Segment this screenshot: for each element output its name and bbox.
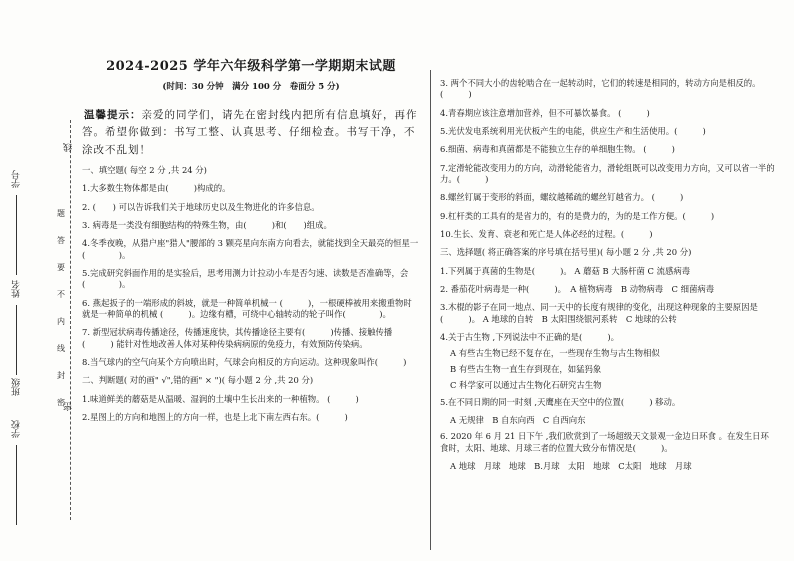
question-item: 3. 两个不同大小的齿轮啮合在一起转动时，它们的转速是相同的，转动方向是相反的。 ( ) <box>440 78 761 100</box>
question-item: 1.下列属于真菌的生物是( )。 A 蘑菇 B 大肠杆菌 C 流感病毒 <box>440 265 691 276</box>
seal-char: 线 <box>57 344 65 353</box>
seal-line-char-top: 线 <box>64 143 74 152</box>
question-item: 2. 番茄花叶病毒是一种( )。 A 植物病毒 B 动物病毒 C 细菌病毒 <box>440 284 715 295</box>
student-id-line <box>16 195 17 275</box>
question-item: 2.星图上的方向和地图上的方向一样，也是上北下南左西右东。( ) <box>82 412 348 423</box>
seal-char: 题 <box>57 209 65 218</box>
option-item: A 有些古生物已经不复存在，一些现存生物与古生物相似 <box>450 347 660 358</box>
option-item: C 科学家可以通过古生物化石研究古生物 <box>450 380 602 391</box>
class-label: 班级 <box>12 378 22 396</box>
question-item: 6. 2020 年 6 月 21 日下午 ,我们欣赏到了一场超级天文景观一金边日环食 。在发生日环食时，太阳、地球、月球三者的位置大致分布情况是( )。 <box>440 431 769 453</box>
option-item: A 地球 月球 地球 B.月球 太阳 地球 C太阳 地球 月球 <box>450 460 692 471</box>
question-item: 5.光伏发电系统利用光伏板产生的电能，供应生产和生活使用。( ) <box>440 126 706 137</box>
seal-line <box>70 120 71 520</box>
student-id-label: 学号 <box>12 170 22 188</box>
question-item: 4.青春期应该注意增加营养，但不可暴饮暴食。 ( ) <box>440 107 650 118</box>
question-item: 8.螺丝钉属于变形的斜面，螺纹越稀疏的螺丝钉越省力。 ( ) <box>440 192 684 203</box>
name-label: 姓名 <box>12 280 22 298</box>
section-true-false-title: 二、判断题( 对的画" √",错的画" × ")( 每小题 2 分 ,共 20 分) <box>82 375 314 386</box>
question-item: 4.关于古生物 ,下列说法中不正确的是( )。 <box>440 332 619 343</box>
seal-char: 封 <box>57 371 65 380</box>
seal-char: 答 <box>57 236 65 245</box>
question-item: 6. 燕起扳子的一端形成的斜坡，就是一种简单机械一 ( )，一根硬棒被用来搬重物时就是一种简单的机械 ( )。边缘有槽，可绕中心轴转动的轮子叫作( )。 <box>82 297 412 320</box>
question-item: 5.在不同日期的同一时刻 ,天鹰座在天空中的位置( ) 移动。 <box>440 396 681 407</box>
question-item: 10.生长、发育、衰老和死亡是人体必经的过程。( ) <box>440 229 653 240</box>
question-item: 1.大多数生物体都是由( )构成的。 <box>82 183 231 194</box>
section-fill-in-title: 一、填空题( 每空 2 分 ,共 24 分) <box>82 164 207 175</box>
exam-title: 2024-2025 学年六年级科学第一学期期末试题 <box>106 59 396 74</box>
question-item: 7.定滑轮能改变用力的方向，动滑轮能省力，滑轮组既可以改变用力方向，又可以省一半的力。( ) <box>440 162 775 185</box>
question-item: 5.完成研究斜面作用的是实验后，思考用测力计拉动小车是否匀速、读数是否准确等，会( )。 <box>82 268 409 290</box>
question-item: 6.细菌、病毒和真菌都是不能独立生存的单细胞生物。 ( ) <box>440 144 675 155</box>
seal-char: 密 <box>57 398 65 407</box>
seal-char: 要 <box>57 263 65 272</box>
question-item: 4.冬季夜晚，从猎户座"猎人"腰部的 3 颗亮星向东南方向看去，就能找到全天最亮的恒星一 ( )。 <box>82 238 419 260</box>
section-choice-title: 三、选择题( 将正确答案的序号填在括号里)( 每小题 2 分 ,共 20 分) <box>440 247 692 258</box>
option-item: B 有些古生物一直生存到现在，如猛犸象 <box>450 363 602 374</box>
question-item: 3.木棍的影子在同一地点、同一天中的长度有规律的变化，出现这种现象的主要原因是( )。 A 地球的自转 B 太阳围绕银河系转 C 地球的公转 <box>440 302 758 324</box>
seal-char: 不 <box>57 290 65 299</box>
exam-subtitle: (时间：30 分钟 满分 100 分 卷面分 5 分) <box>162 81 340 92</box>
question-item: 8.当气球内的空气向某个方向喷出时，气球会向相反的方向运动。这种现象叫作( ) <box>82 357 407 368</box>
question-item: 3. 病毒是一类没有细胞结构的特殊生物，由( )和( )组成。 <box>82 219 332 230</box>
question-item: 1.味道鲜美的蘑菇是从温暖、湿润的土壤中生长出来的一种植物。 ( ) <box>82 393 359 404</box>
option-item: A 无规律 B 自东向西 C 自西向东 <box>450 414 586 425</box>
binding-margin <box>0 0 80 561</box>
seal-text <box>56 200 66 416</box>
tips-text: 亲爱的同学们，请先在密封线内把所有信息填好，再作答。希望你做到：书写工整、认真思考、仔细检查。书写干净，不涂改不乱划！ <box>82 109 418 156</box>
school-label: 学校 <box>12 420 22 438</box>
seal-char: 内 <box>57 317 65 326</box>
left-column <box>82 58 420 430</box>
column-divider <box>430 70 431 550</box>
question-item: 7. 新型冠状病毒传播途径，传播速度快，其传播途径主要有( )传播、接触传播( ) 能针对性地改善人体对某种传染病病原的免疫力，有效预防传染病。 <box>82 327 393 349</box>
tips-label: 温馨提示： <box>84 109 142 122</box>
tips-block <box>82 107 420 159</box>
right-column <box>440 78 775 477</box>
school-line <box>16 445 17 525</box>
name-line <box>16 305 17 375</box>
question-item: 9.杠杆类的工具有的是省力的，有的是费力的，为的是工作方便。( ) <box>440 210 715 221</box>
question-item: 2. ( ) 可以告诉我们关于地球历史以及生物进化的许多信息。 <box>82 201 320 212</box>
seal-line-char-bottom: 密 <box>64 402 74 411</box>
